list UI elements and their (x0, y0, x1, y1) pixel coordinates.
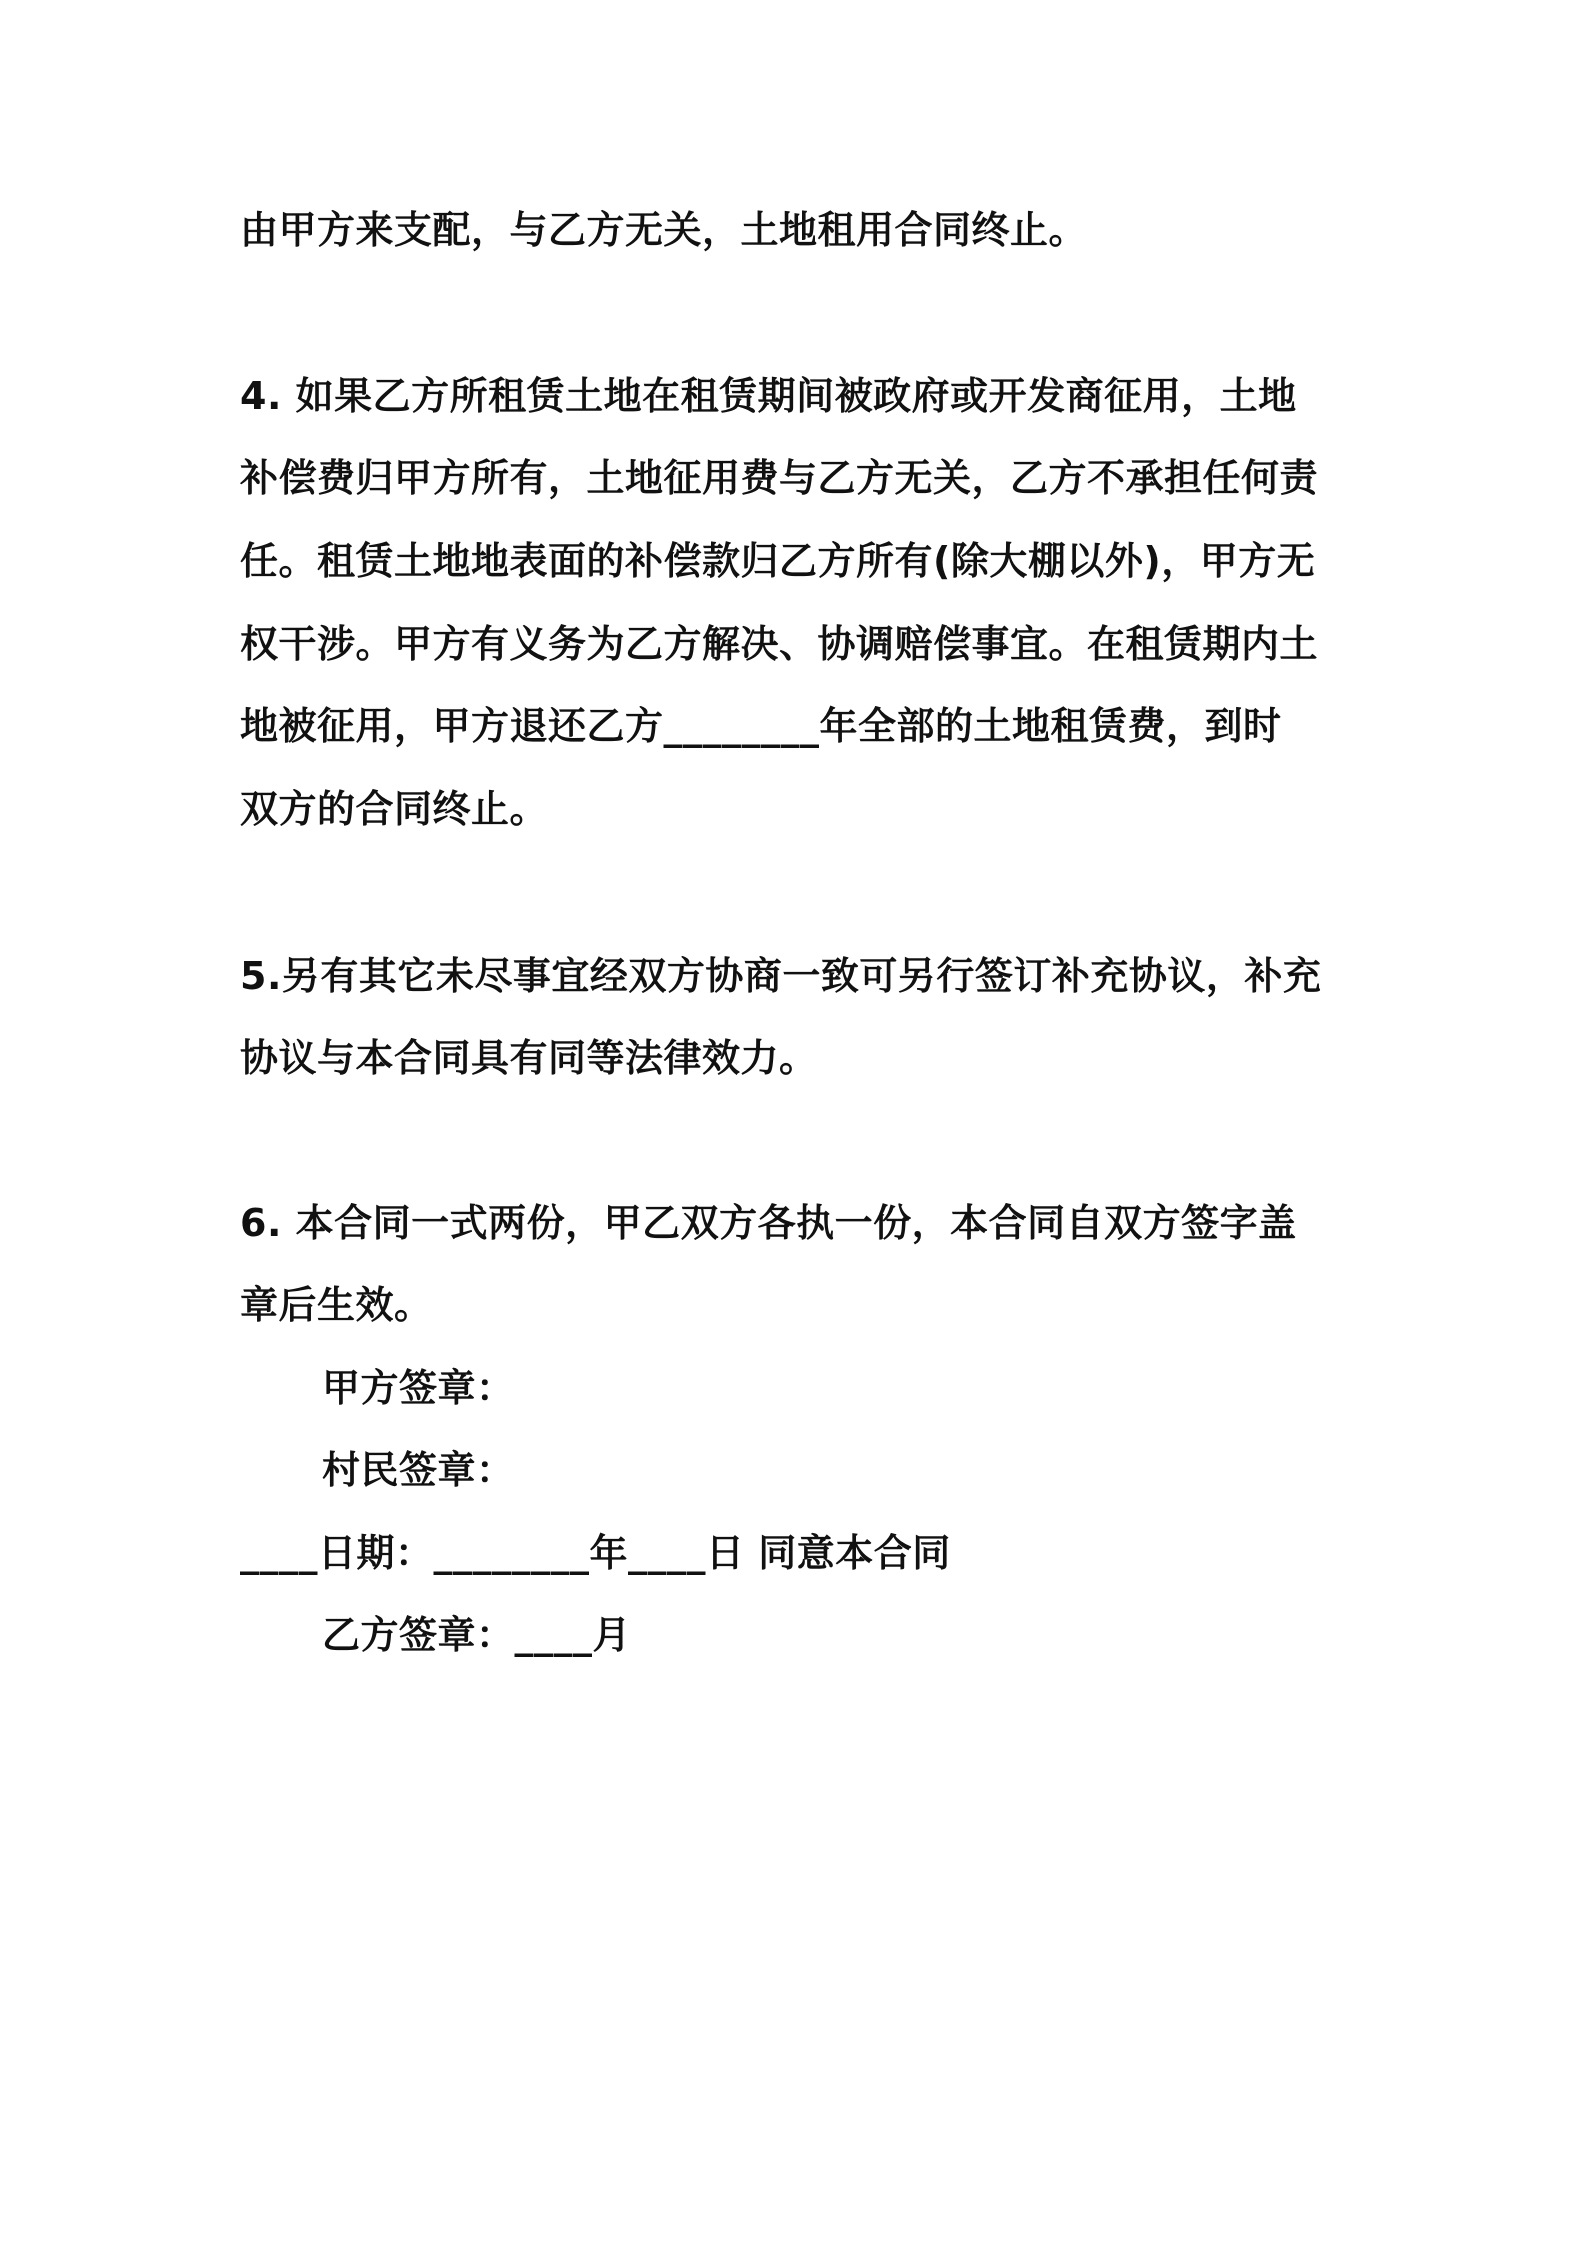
paragraph-3-continuation: 由甲方来支配，与乙方无关，土地租用合同终止。 (240, 208, 1088, 252)
clause-6-line-2: 章后生效。 (240, 1283, 433, 1327)
villager-signature-label: 村民签章： (322, 1448, 515, 1492)
clause-4-line-4: 权干涉。甲方有义务为乙方解决、协调赔偿事宜。在租赁期内土 (240, 622, 1319, 666)
clause-4-line-2: 补偿费归甲方所有，土地征用费与乙方无关，乙方不承担任何责 (240, 456, 1319, 500)
clause-4-line-3: 任。租赁土地地表面的补偿款归乙方所有(除大棚以外)，甲方无 (240, 539, 1316, 583)
clause-4-line-1: 4. 如果乙方所租赁土地在租赁期间被政府或开发商征用，土地 (240, 374, 1297, 418)
party-b-signature-label: 乙方签章：____月 (322, 1613, 632, 1657)
party-a-signature-label: 甲方签章： (322, 1366, 515, 1410)
clause-4-line-6: 双方的合同终止。 (240, 787, 549, 831)
clause-4-line-5: 地被征用，甲方退还乙方________年全部的土地租赁费，到时 (240, 704, 1282, 748)
date-agreement-line: ____日期：________年____日 同意本合同 (240, 1531, 951, 1575)
clause-5-line-1: 5.另有其它未尽事宜经双方协商一致可另行签订补充协议，补充 (240, 954, 1322, 998)
clause-5-line-2: 协议与本合同具有同等法律效力。 (240, 1036, 818, 1080)
clause-6-line-1: 6. 本合同一式两份，甲乙双方各执一份，本合同自双方签字盖 (240, 1201, 1297, 1245)
